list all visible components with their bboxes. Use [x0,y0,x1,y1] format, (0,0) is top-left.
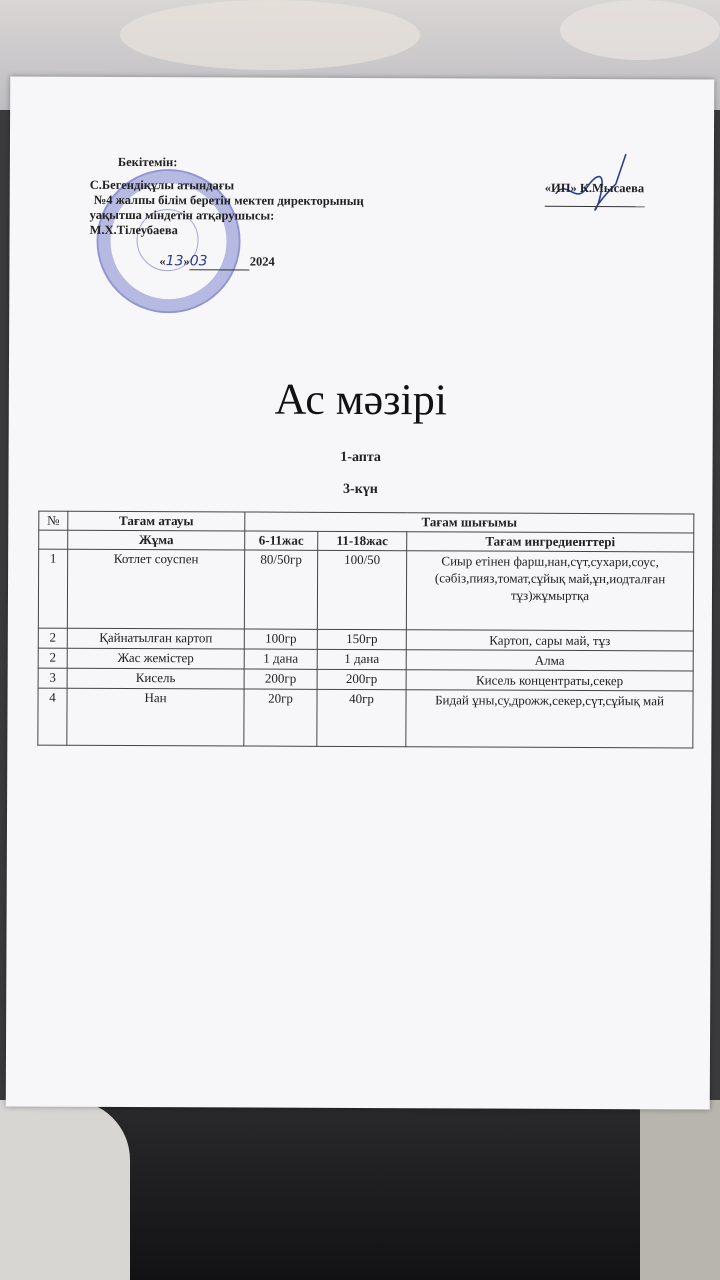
date-year: 2024 [249,254,275,269]
background-decor [560,0,720,60]
background-decor [0,1100,130,1280]
ingredients: Алма [406,650,693,671]
approval-name: М.Х.Тілеубаева [89,222,178,238]
table-row [38,688,693,748]
portion-6-11: 200гр [244,669,317,689]
page-title: Ас мәзірі [274,374,448,425]
portion-6-11: 100гр [244,629,317,649]
supplier-label: «ИП» К.Мысаева [544,180,645,196]
date-quote: « [159,254,166,269]
supplier-signature [545,181,645,207]
portion-6-11: 20гр [244,689,317,746]
menu-table [37,511,694,749]
row-number: 3 [38,668,67,688]
portion-11-18: 200гр [317,669,406,689]
row-number: 2 [38,648,67,668]
approval-line: уақытша міндетін атқарушысы: [89,207,275,223]
approval-line: С.Бегендіқұлы атындағы [89,177,235,193]
portion-6-11: 1 дана [244,649,317,669]
column-header-age-6-11: 6-11жас [245,531,318,550]
portion-11-18: 100/50 [317,550,406,629]
date-day: 13 [165,253,184,270]
dish-name: Жас жемістер [67,648,244,669]
table-row [38,628,693,651]
background-decor [120,0,420,70]
ingredients: Картоп, сары май, тұз [406,630,693,651]
portion-6-11: 80/50гр [244,550,317,629]
portion-11-18: 150гр [317,629,406,649]
column-header-day: Жұма [68,530,245,550]
dish-name: Котлет соуспен [67,549,244,629]
approval-line: №4 жалпы білім беретін мектеп директорының [93,192,364,209]
column-header-age-11-18: 11-18жас [318,531,407,550]
background-decor [640,1100,720,1280]
portion-11-18: 40гр [317,689,406,746]
column-header-output: Тағам шығымы [245,512,694,533]
document-page [6,76,714,1109]
background-bottom [0,1100,720,1280]
dish-name: Кисель [67,668,244,689]
table-row [38,648,693,671]
column-header-number: № [39,511,68,530]
dish-name: Нан [67,688,244,746]
row-number: 2 [38,628,67,648]
table-row [38,668,693,691]
date-month: 03 [190,253,250,270]
approval-title: Бекітемін: [117,154,178,170]
column-header-name: Тағам атауы [68,511,245,531]
day-label: 3-күн [343,481,378,498]
date-quote: » [183,254,190,269]
portion-11-18: 1 дана [317,649,406,669]
row-number: 4 [38,688,67,745]
ingredients: Сиыр етінен фарш,нан,сүт,сухари,соус,(сәбіз,пияз,томат,сұйық май,ұн,иодталған тұз)жұмыртқа [406,551,693,631]
approval-date [159,253,349,271]
table-row [38,549,693,631]
dish-name: Қайнатылған картоп [67,628,244,649]
approval-block [90,155,420,239]
column-header-ingredients: Тағам ингредиенттері [407,532,694,552]
row-number: 1 [38,549,67,628]
ingredients: Кисель концентраты,секер [406,670,693,691]
empty-cell [39,530,68,549]
ingredients: Бидай ұны,су,дрожж,секер,сүт,сұйық май [406,690,693,748]
week-label: 1-апта [340,449,381,466]
